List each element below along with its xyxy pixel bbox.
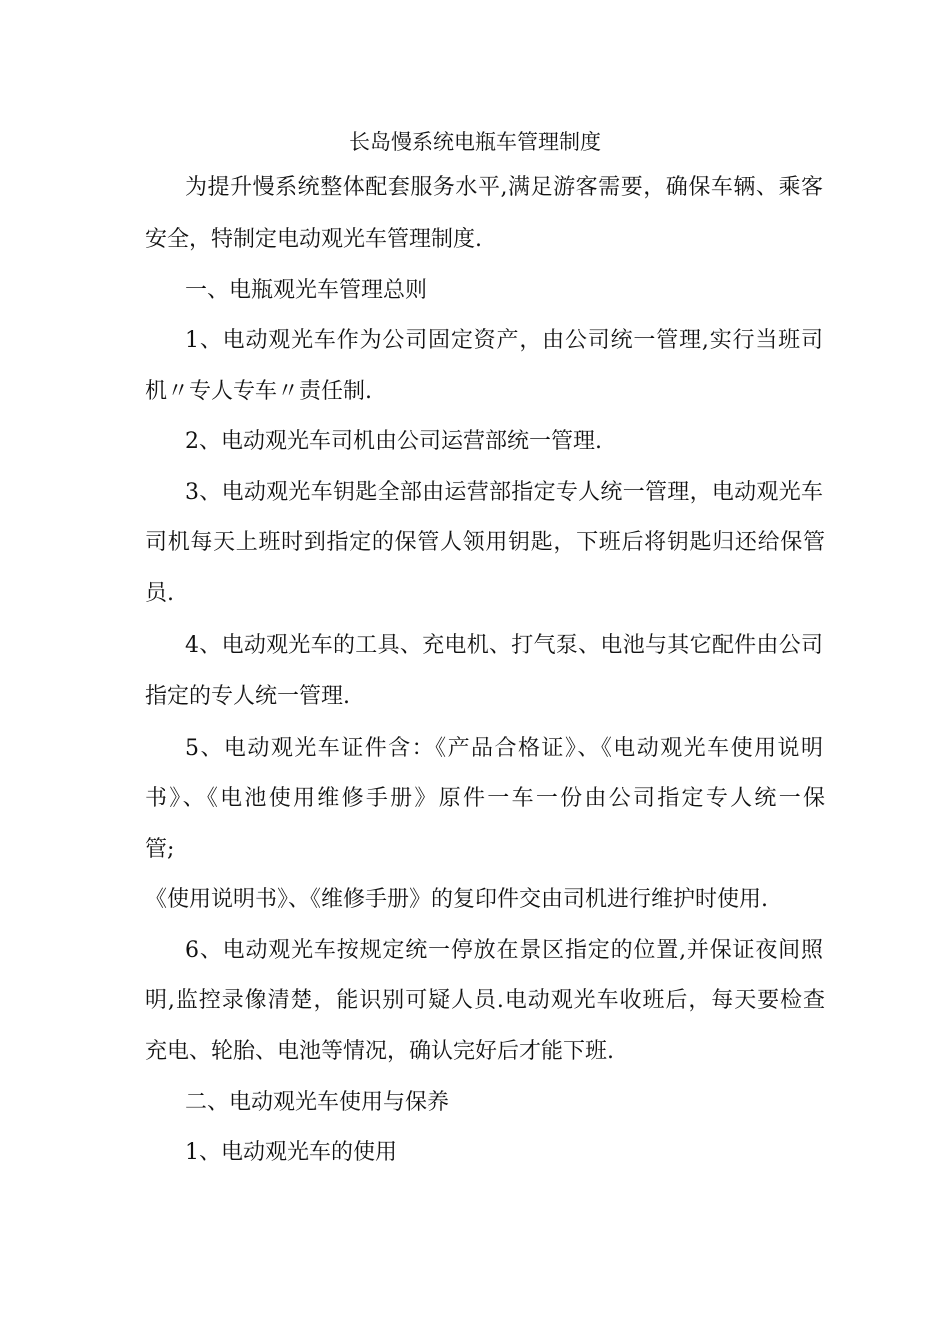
paragraph-line: 书》、《电池使用维修手册》原件一车一份由公司指定专人统一保 <box>145 786 825 811</box>
paragraph-line: 员. <box>145 581 174 606</box>
section-heading: 一、电瓶观光车管理总则 <box>185 278 428 303</box>
paragraph-line: 《使用说明书》、《维修手册》的复印件交由司机进行维护时使用. <box>145 887 768 912</box>
paragraph-line: 1、电动观光车作为公司固定资产，由公司统一管理,实行当班司 <box>185 328 823 353</box>
document-title: 长岛慢系统电瓶车管理制度 <box>349 130 601 154</box>
paragraph-line: 司机每天上班时到指定的保管人领用钥匙，下班后将钥匙归还给保管 <box>145 530 825 555</box>
paragraph-line: 6、电动观光车按规定统一停放在景区指定的位置,并保证夜间照 <box>185 938 823 963</box>
paragraph-line: 管; <box>145 837 175 862</box>
paragraph-line: 充电、轮胎、电池等情况，确认完好后才能下班. <box>145 1039 614 1064</box>
paragraph-line: 安全，特制定电动观光车管理制度. <box>145 227 482 252</box>
paragraph-line: 4、电动观光车的工具、充电机、打气泵、电池与其它配件由公司 <box>185 633 823 658</box>
subsection-heading: 1、电动观光车的使用 <box>185 1140 397 1165</box>
paragraph-line: 明,监控录像清楚，能识别可疑人员.电动观光车收班后，每天要检查 <box>145 988 825 1013</box>
paragraph-line: 指定的专人统一管理. <box>145 684 350 709</box>
paragraph-line: 机〃专人专车〃责任制. <box>145 379 372 404</box>
paragraph-line: 2、电动观光车司机由公司运营部统一管理. <box>185 429 602 454</box>
section-heading: 二、电动观光车使用与保养 <box>185 1090 450 1115</box>
paragraph-line: 3、电动观光车钥匙全部由运营部指定专人统一管理，电动观光车 <box>185 480 823 505</box>
paragraph-line: 为提升慢系统整体配套服务水平,满足游客需要，确保车辆、乘客 <box>185 175 823 200</box>
paragraph-line: 5、电动观光车证件含：《产品合格证》、《电动观光车使用说明 <box>185 736 823 761</box>
